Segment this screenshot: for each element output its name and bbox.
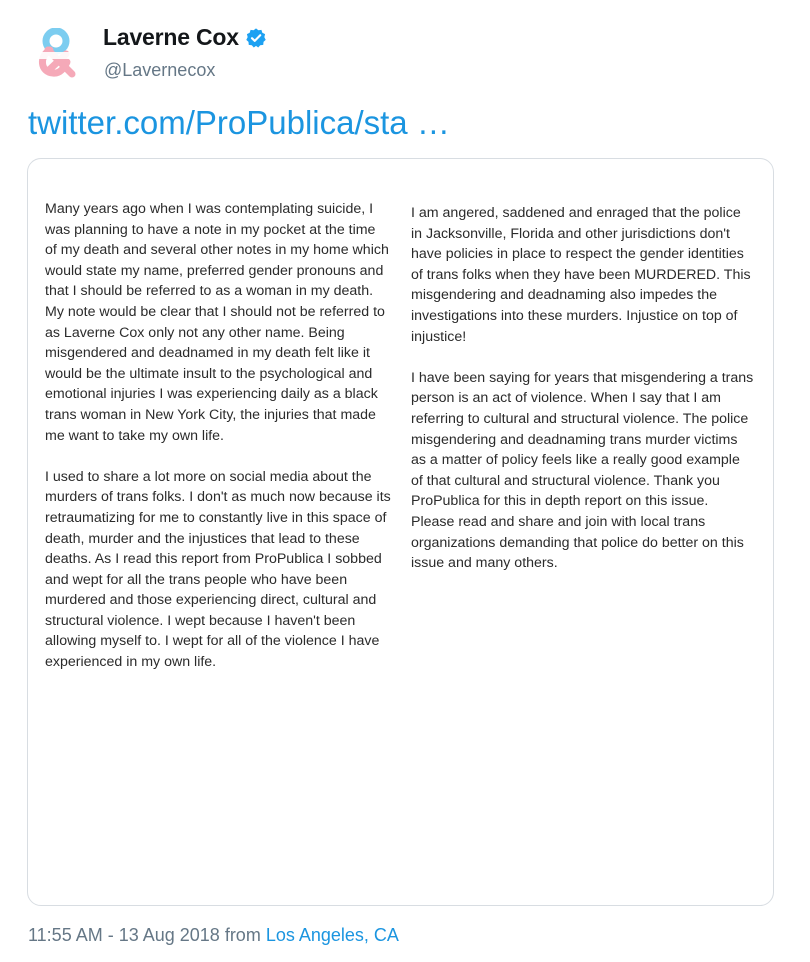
right-paragraph-1: I am angered, saddened and enraged that the police in Jacksonville, Florida and other jurisdictions don't have policies in place to respect the gender identities of trans folks when they have been MURDERED. This misgendering and deadnaming also impedes the investigations into these murders. Injustice on top of injustice!	[411, 205, 751, 345]
tweet-header	[0, 0, 810, 100]
avatar[interactable]	[36, 28, 82, 78]
right-paragraph-2: I have been saying for years that misgendering a trans person is an act of violence. When I say that I am referring to cultural and structural violence. The police misgendering and deadnaming trans murder victims as a matter of policy feels like a really good example of that cultural and structural violence. Thank you ProPublica for this in depth report on this issue. Please read and share and join with local trans organizations demanding that police do better on this issue and many others.	[411, 369, 754, 572]
left-paragraph-1: Many years ago when I was contemplating suicide, I was planning to have a note in my pocket at the time of my death and several other notes in my home which would state my name, preferred gender pronouns and that I should be referred to as a woman in my death. My note would be clear that I should not be referred to as Laverne Cox only not any other name. Being misgendered and deadnamed in my death felt like it would be the ultimate insult to the psychological and emotional injuries I was experiencing daily as a black trans woman in New York City, the injuries that made me want to take my own life.	[45, 201, 389, 444]
ampersand-logo-icon	[36, 28, 82, 78]
timestamp-text[interactable]: 11:55 AM - 13 Aug 2018 from	[28, 925, 261, 945]
image-text-left-column	[45, 199, 391, 693]
tweet-link[interactable]: twitter.com/ProPublica/sta …	[28, 104, 450, 141]
author-handle[interactable]: @Lavernecox	[104, 60, 216, 80]
location-link[interactable]: Los Angeles, CA	[265, 925, 399, 945]
image-text-right-column	[411, 203, 755, 594]
author-name-row[interactable]	[103, 24, 267, 51]
attached-image-card[interactable]	[27, 158, 774, 906]
author-name[interactable]: Laverne Cox	[103, 24, 239, 50]
tweet-timestamp	[28, 925, 399, 946]
left-paragraph-2: I used to share a lot more on social media about the murders of trans folks. I don't as much now because its retraumatizing for me to constantly live in this space of death, murder and the injustices that lead to these deaths. As I read this report from ProPublica I sobbed and wept for all the trans people who have been murdered and those experiencing direct, cultural and structural violence. I wept because I haven't been allowing myself to. I wept for all of the violence I have experienced in my own life.	[45, 468, 391, 671]
verified-badge-icon	[245, 27, 267, 49]
